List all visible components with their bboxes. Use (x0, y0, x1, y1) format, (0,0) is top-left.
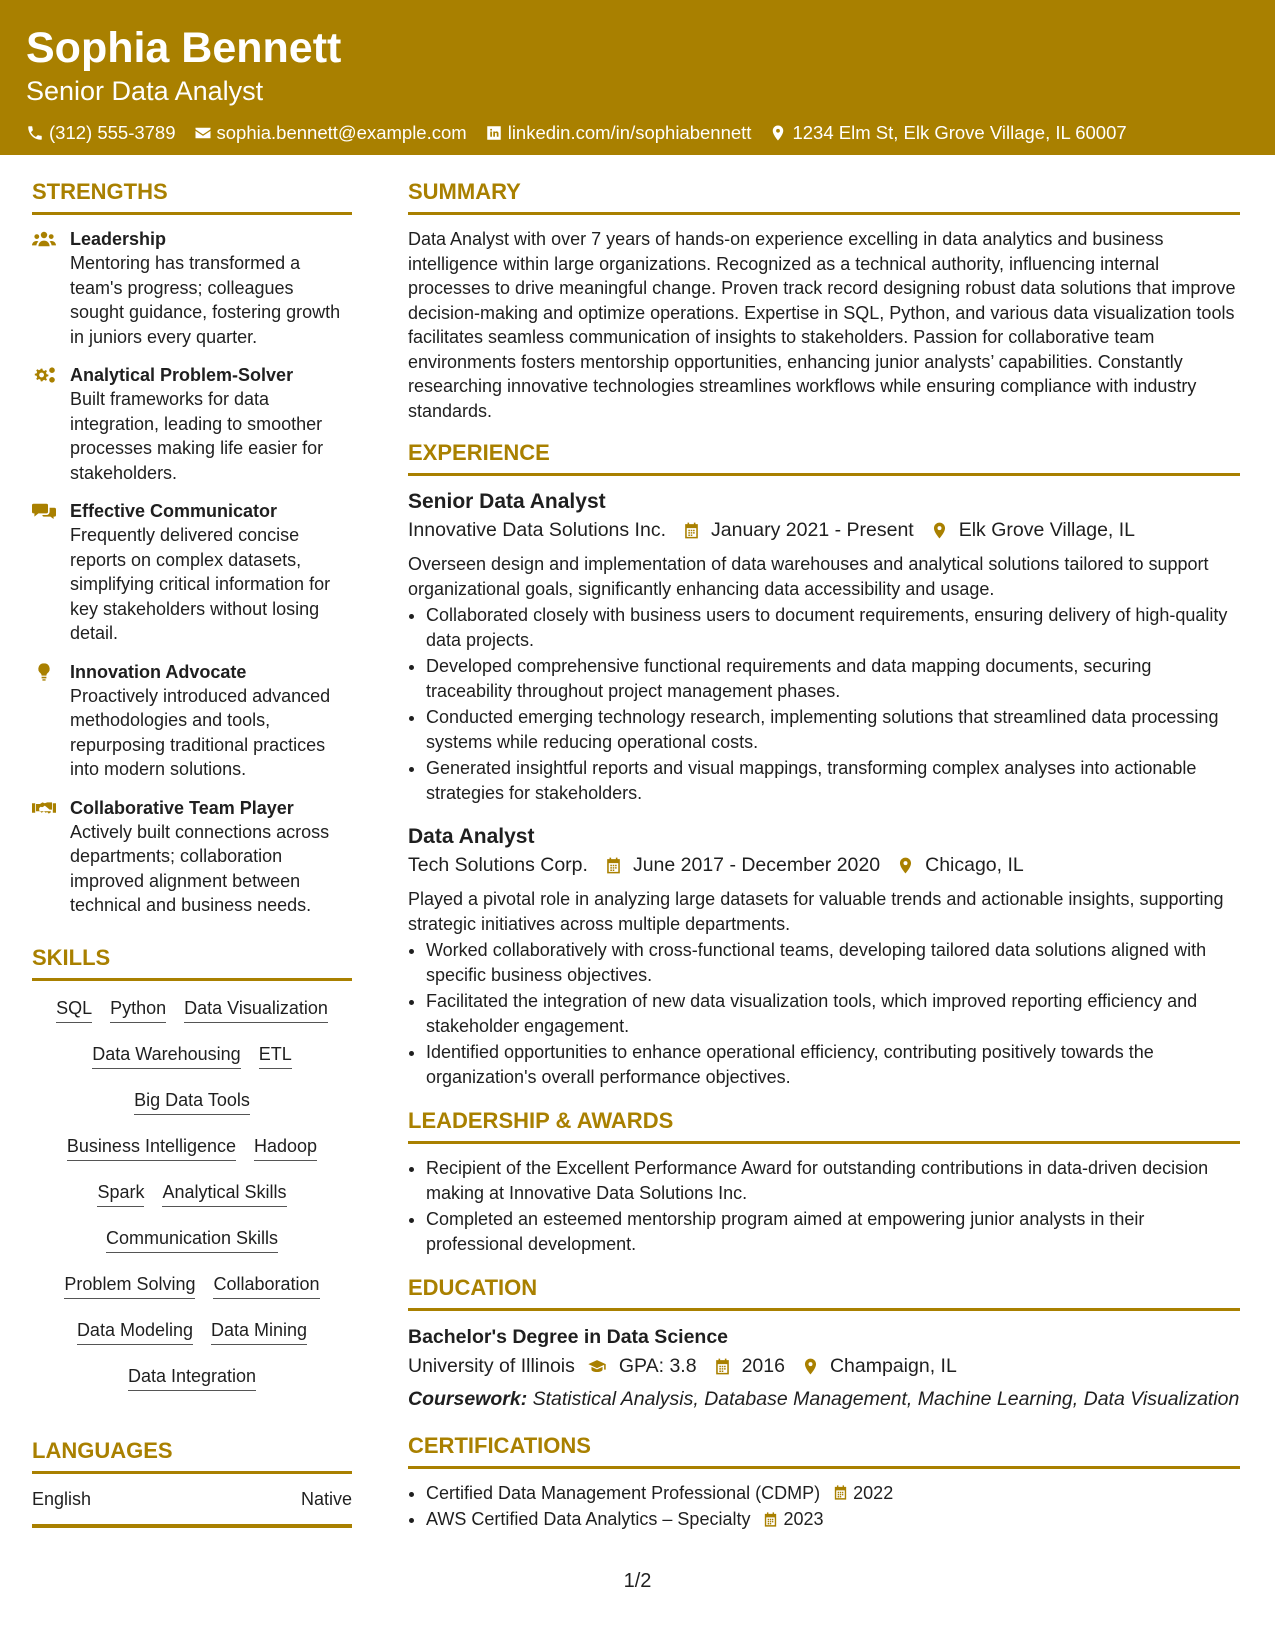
school-name: University of Illinois (408, 1355, 575, 1377)
certification-name: • AWS Certified Data Analytics – Specialty (426, 1509, 751, 1529)
gpa-text: GPA: 3.8 (618, 1355, 697, 1377)
strength-title: Innovation Advocate (70, 661, 247, 682)
graduation-cap-icon (585, 1357, 609, 1376)
degree-title: Bachelor's Degree in Data Science (408, 1326, 729, 1348)
skill-tag: Data Mining (211, 1318, 307, 1345)
lightbulb-icon (32, 663, 56, 681)
summary-heading: SUMMARY (408, 178, 1240, 215)
skill-tag: ETL (259, 1042, 292, 1069)
map-pin-icon (896, 856, 915, 875)
calendar-icon (604, 856, 623, 875)
strengths-heading: STRENGTHS (32, 178, 352, 215)
strength-desc: Built frameworks for data integration, leading to smoother processes making life easier for stakeholders. (70, 389, 324, 483)
job-bullet: • Identified opportunities to enhance operational efficiency, contributing positively towards the organization's overall performance objectives. (426, 1040, 1240, 1089)
leadership-item: • Completed an esteemed mentorship program aimed at empowering junior analysts in their professional development. (426, 1207, 1240, 1256)
skill-tag: Data Visualization (184, 996, 328, 1023)
job-description: Played a pivotal role in analyzing large datasets for valuable trends and actionable insights, supporting strategic initiatives across multiple departments. (408, 889, 1224, 934)
job-location: Elk Grove Village, IL (958, 519, 1136, 541)
skill-tag: Python (110, 996, 166, 1023)
strength-title: Leadership (70, 229, 167, 249)
skill-tag: Problem Solving (64, 1272, 195, 1299)
phone-text: (312) 555-3789 (49, 122, 176, 143)
skill-tag: Data Warehousing (92, 1042, 240, 1069)
strength-title: Collaborative Team Player (70, 797, 294, 818)
strength-title: Effective Communicator (70, 501, 278, 521)
strength-desc: Frequently delivered concise reports on complex datasets, simplifying critical information for key stakeholders without losing detail. (70, 525, 331, 643)
certification-year: 2022 (853, 1482, 894, 1503)
graduation-year: 2016 (741, 1355, 785, 1377)
coursework-label: Coursework: (408, 1388, 528, 1410)
skill-tag: Business Intelligence (67, 1134, 236, 1161)
job-title: Data Analyst (408, 825, 535, 848)
strength-item (32, 796, 352, 918)
education-location: Champaign, IL (829, 1355, 957, 1377)
job-meta (408, 516, 1240, 544)
skill-tag: Data Modeling (77, 1318, 193, 1345)
cogs-icon (32, 366, 56, 384)
job-description: Overseen design and implementation of data warehouses and analytical solutions tailored to support organizational goals, significantly enhancing data accessibility and usage. (408, 554, 1209, 599)
job-bullet: • Conducted emerging technology research, implementing solutions that streamlined data processing systems while reducing operational costs. (426, 705, 1240, 754)
skill-tag: Data Integration (128, 1364, 256, 1391)
skill-tag: Communication Skills (106, 1226, 278, 1253)
coursework-text: Statistical Analysis, Database Management, Machine Learning, Data Visualization (532, 1388, 1240, 1410)
skill-tag: Big Data Tools (134, 1088, 250, 1115)
map-pin-icon (930, 521, 949, 540)
language-row (32, 1486, 352, 1528)
skill-tag: Hadoop (254, 1134, 317, 1161)
certifications-heading: CERTIFICATIONS (408, 1432, 1240, 1469)
job-entry (408, 823, 1240, 1089)
users-icon (32, 230, 56, 248)
strength-item (32, 363, 352, 485)
languages-heading: LANGUAGES (32, 1437, 352, 1474)
leadership-item: • Recipient of the Excellent Performance Award for outstanding contributions in data-driven decision making at Innovative Data Solutions Inc. (426, 1156, 1240, 1205)
language-name: English (32, 1488, 92, 1509)
calendar-icon (832, 1484, 849, 1501)
job-dates: January 2021 - Present (711, 519, 914, 541)
contact-email[interactable] (194, 122, 467, 144)
calendar-icon (713, 1357, 732, 1376)
language-level: Native (300, 1488, 352, 1509)
skills-list (32, 993, 352, 1407)
summary-text: Data Analyst with over 7 years of hands-on experience excelling in data analytics and business intelligence within large organizations. Recognized as a technical authority, influencing internal processes to drive meaningful change. Proven track record designing robust data solutions that improve decision-making and optimize operations. Expertise in SQL, Python, and various data visualization tools facilitates seamless communication of insights to stakeholders. Passion for collaborative team environments fosters mentorship opportunities, enhancing junior analysts’ capabilities. Constantly researching innovative technologies streamlines workflows while ensuring compliance with industry standards. (408, 229, 1236, 421)
job-bullet: • Facilitated the integration of new data visualization tools, which improved reporting efficiency and stakeholder engagement. (426, 989, 1240, 1038)
envelope-icon (194, 124, 212, 142)
education-meta (408, 1351, 1240, 1381)
certification-year: 2023 (783, 1509, 824, 1529)
job-company: Tech Solutions Corp. (408, 854, 588, 876)
leadership-list (408, 1156, 1240, 1256)
job-meta (408, 851, 1240, 879)
job-dates: June 2017 - December 2020 (632, 854, 881, 876)
experience-heading: EXPERIENCE (408, 439, 1240, 476)
skill-tag: SQL (56, 996, 92, 1023)
skill-tag: Collaboration (213, 1272, 319, 1299)
linkedin-text[interactable]: linkedin.com/in/sophiabennett (507, 122, 752, 143)
contact-phone (26, 122, 176, 144)
education-heading: EDUCATION (408, 1274, 1240, 1311)
resume-header (0, 0, 1275, 155)
contact-address (769, 122, 1126, 144)
coursework (408, 1387, 1240, 1412)
job-bullet: • Worked collaboratively with cross-functional teams, developing tailored data solutions aligned with specific business objectives. (426, 938, 1240, 987)
map-pin-icon (801, 1357, 820, 1376)
certification-item (426, 1481, 1240, 1506)
address-text: 1234 Elm St, Elk Grove Village, IL 60007 (792, 122, 1127, 143)
strength-item (32, 660, 352, 782)
job-location: Chicago, IL (925, 854, 1024, 876)
job-title: Senior Data Analyst (408, 490, 606, 513)
right-column (408, 178, 1240, 1534)
contact-linkedin[interactable] (485, 122, 752, 144)
calendar-icon (762, 1511, 779, 1528)
job-bullet: • Generated insightful reports and visual mappings, transforming complex analyses into actionable strategies for stakeholders. (426, 756, 1240, 805)
skill-tag: Spark (97, 1180, 144, 1207)
job-company: Innovative Data Solutions Inc. (408, 519, 666, 541)
left-column (32, 178, 352, 1528)
page-number: 1/2 (623, 1570, 652, 1592)
skills-heading: SKILLS (32, 944, 352, 981)
candidate-name: Sophia Bennett (26, 24, 342, 72)
strength-item (32, 227, 352, 349)
phone-icon (26, 124, 44, 142)
strength-desc: Proactively introduced advanced methodologies and tools, repurposing traditional practices into modern solutions. (70, 685, 331, 779)
contact-bar (26, 122, 1275, 144)
job-bullet: • Developed comprehensive functional requirements and data mapping documents, securing traceability throughout project management phases. (426, 654, 1240, 703)
certifications-list (408, 1481, 1240, 1532)
certification-item (426, 1507, 1240, 1532)
map-pin-icon (769, 124, 787, 142)
certification-name: • Certified Data Management Professional (CDMP) (426, 1482, 821, 1503)
leadership-heading: LEADERSHIP & AWARDS (408, 1107, 1240, 1144)
calendar-icon (682, 521, 701, 540)
job-bullets (408, 603, 1240, 805)
job-bullets (408, 938, 1240, 1089)
strength-title: Analytical Problem-Solver (70, 365, 294, 385)
skill-tag: Analytical Skills (162, 1180, 286, 1207)
strength-desc: Mentoring has transformed a team's progress; colleagues sought guidance, fostering growth in juniors every quarter. (70, 253, 341, 347)
candidate-title: Senior Data Analyst (26, 76, 264, 106)
comments-icon (32, 502, 56, 520)
job-entry (408, 488, 1240, 805)
handshake-icon (32, 799, 56, 817)
strength-desc: Actively built connections across departments; collaboration improved alignment between technical and business needs. (70, 821, 330, 915)
email-text[interactable]: sophia.bennett@example.com (216, 122, 467, 143)
job-bullet: • Collaborated closely with business users to document requirements, ensuring delivery of high-quality data projects. (426, 603, 1240, 652)
strength-item (32, 499, 352, 646)
linkedin-icon (485, 124, 503, 142)
